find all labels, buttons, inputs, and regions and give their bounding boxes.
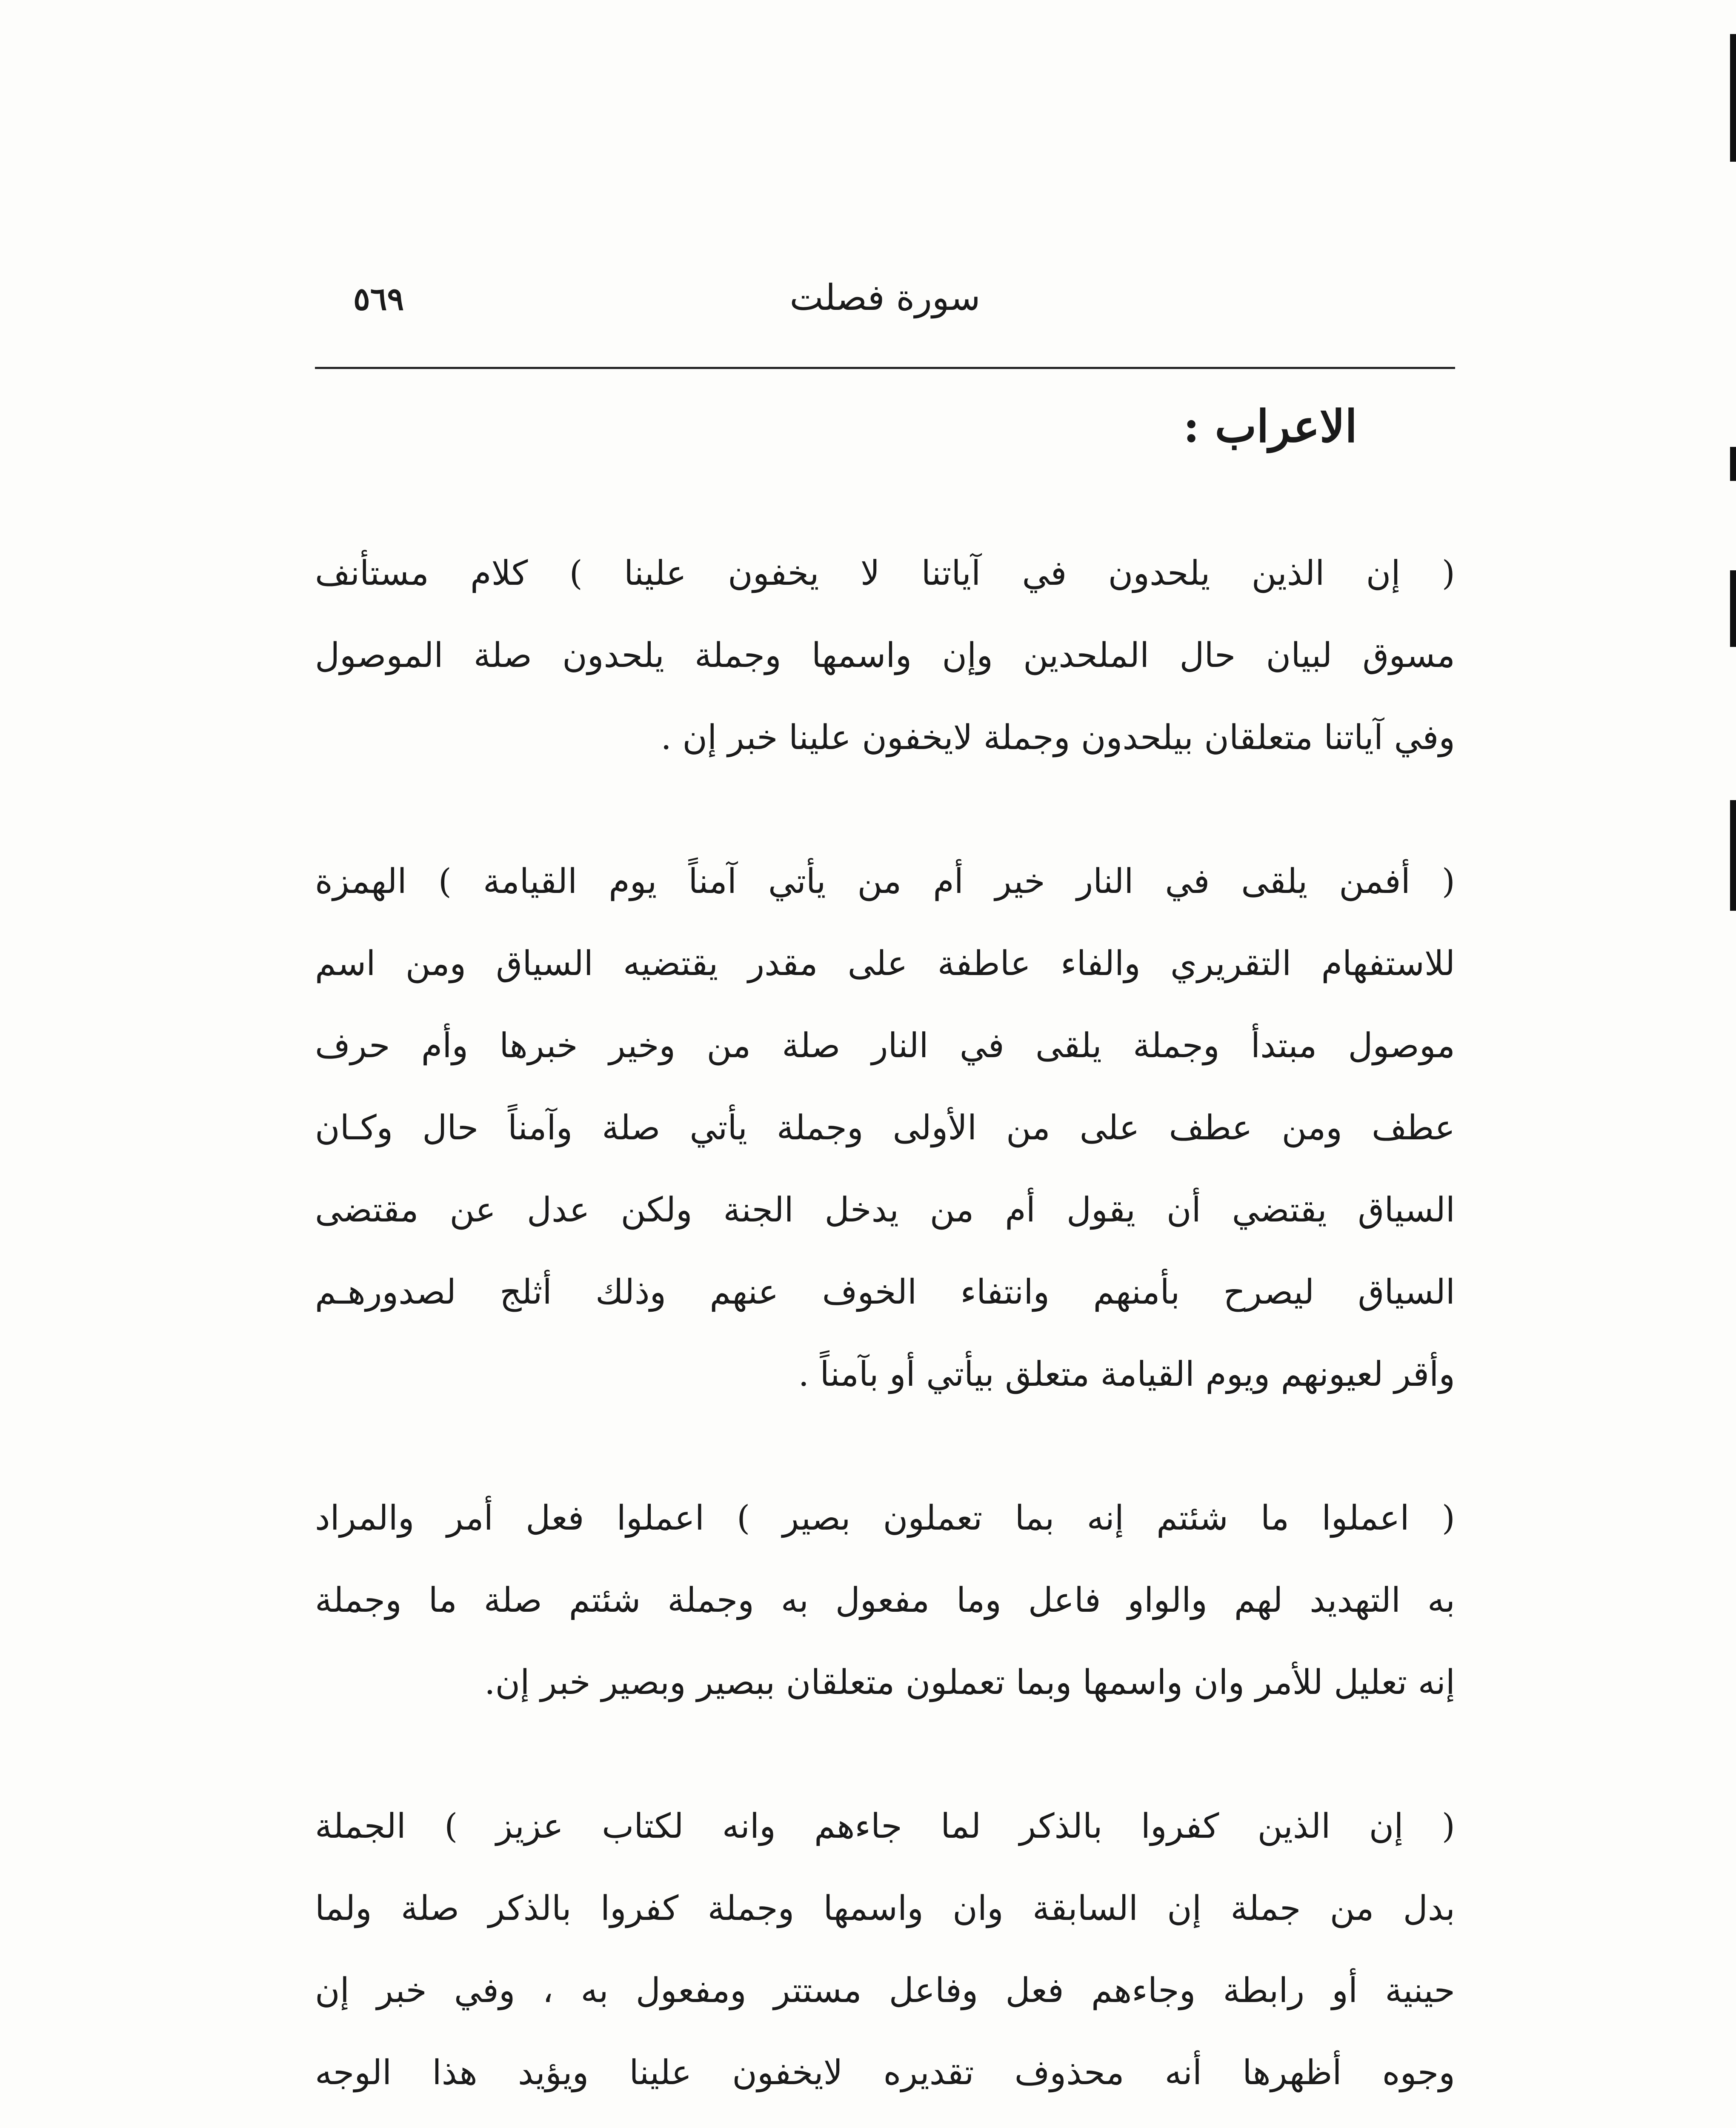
text-line: السياق يقتضي أن يقول أم من يدخل الجنة ولكن عدل عن مقتضى — [315, 1190, 1455, 1230]
paragraph — [315, 1785, 1455, 2128]
text-line: وأقر لعيونهم ويوم القيامة متعلق بيأتي أو بآمناً . — [798, 1354, 1455, 1394]
text-line: عطف ومن عطف على من الأولى وجملة يأتي صلة وآمناً حال وكـان — [315, 1108, 1455, 1147]
text-line: ( أفمن يلقى في النار خير أم من يأتي آمناً يوم القيامة ) الهمزة — [315, 861, 1455, 901]
text-line: حينية أو رابطة وجاءهم فعل وفاعل مستتر ومفعول به ، وفي خبر إن — [315, 1971, 1455, 2010]
paragraph — [315, 1477, 1455, 1723]
text-line: للاستفهام التقريري والفاء عاطفة على مقدر يقتضيه السياق ومن اسم — [315, 944, 1455, 983]
paragraph — [315, 532, 1455, 778]
paragraph — [315, 840, 1455, 1415]
text-line: ( إن الذين كفروا بالذكر لما جاءهم وانه لكتاب عزيز ) الجملة — [315, 1806, 1455, 1846]
text-line: به التهديد لهم والواو فاعل وما مفعول به وجملة شئتم صلة ما وجملة — [315, 1580, 1455, 1620]
text-line: السياق ليصرح بأمنهم وانتفاء الخوف عنهم وذلك أثلج لصدورهـم — [315, 1272, 1455, 1312]
text-line: ( إن الذين يلحدون في آياتنا لا يخفون علينا ) كلام مستأنف — [315, 553, 1455, 593]
text-line: وجوه أظهرها أنه محذوف تقديره لايخفون علينا ويؤيد هذا الوجه — [315, 2053, 1455, 2092]
surah-title: سورة فصلت — [789, 277, 981, 318]
section-heading: الاعراب : — [1183, 400, 1357, 452]
text-line: مسوق لبيان حال الملحدين وإن واسمها وجملة يلحدون صلة الموصول — [315, 635, 1455, 675]
text-line: إنه تعليل للأمر وان واسمها وبما تعملون متعلقان ببصير وبصير خبر إن. — [484, 1662, 1455, 1702]
text-line: بدل من جملة إن السابقة وان واسمها وجملة كفروا بالذكر صلة ولما — [315, 1888, 1455, 1928]
page-number: ٥٦٩ — [353, 281, 404, 317]
scan-edge-mark — [1730, 800, 1736, 911]
running-head — [315, 272, 1455, 328]
scan-edge-mark — [1730, 34, 1736, 162]
scan-edge-mark — [1730, 447, 1736, 481]
text-line: ( اعملوا ما شئتم إنه بما تعملون بصير ) اعملوا فعل أمر والمراد — [315, 1498, 1455, 1538]
scan-edge-mark — [1730, 570, 1736, 647]
header-rule — [315, 367, 1455, 369]
text-line: موصول مبتدأ وجملة يلقى في النار صلة من وخير خبرها وأم حرف — [315, 1026, 1455, 1065]
text-line: وفي آياتنا متعلقان بيلحدون وجملة لايخفون علينا خبر إن . — [661, 718, 1455, 757]
body-text — [315, 532, 1455, 2128]
text-line — [315, 2114, 1455, 2128]
